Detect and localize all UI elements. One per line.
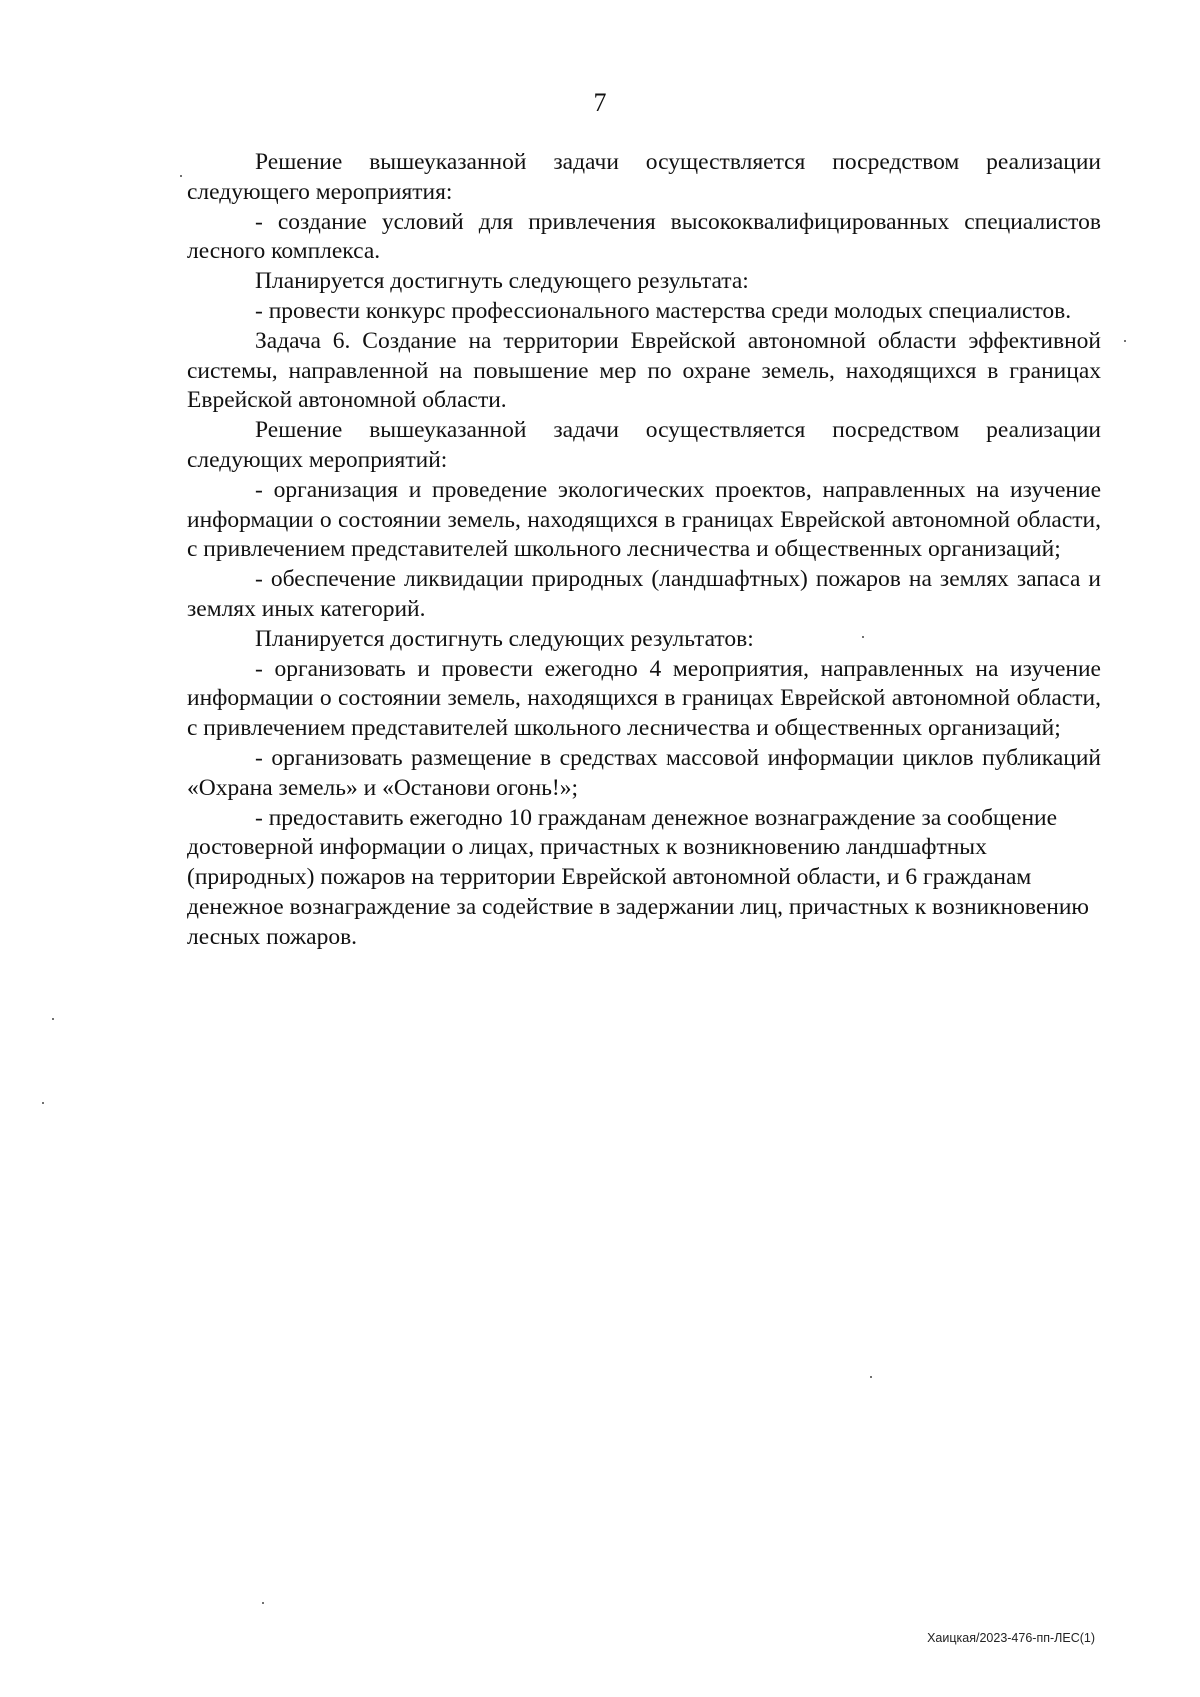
- scan-speck: [262, 1602, 264, 1604]
- paragraph-8: - обеспечение ликвидации природных (ландшафтных) пожаров на землях запаса и землях иных категорий.: [187, 566, 1101, 622]
- scan-speck: [180, 175, 182, 177]
- scan-speck: [870, 1376, 872, 1378]
- paragraph-4: - провести конкурс профессионального мастерства среди молодых специалистов.: [255, 297, 1072, 324]
- paragraph-12: - предоставить ежегодно 10 гражданам денежное вознаграждение за сообщение достоверной информации о лицах, причастных к возникновению ландшафтных (природных) пожаров на территории Еврейской автономной области, и 6 гражданам денежное вознаграждение за содействие в задержании лиц, причастных к возникновению лесных пожаров.: [187, 804, 1089, 950]
- page-number: 7: [593, 88, 607, 117]
- document-code-footer: Хаицкая/2023-476-пп-ЛЕС(1): [927, 1631, 1095, 1645]
- scan-speck: [862, 636, 864, 638]
- paragraph-3: Планируется достигнуть следующего результата:: [255, 268, 749, 295]
- paragraph-9: Планируется достигнуть следующих результатов:: [255, 625, 754, 652]
- paragraph-7: - организация и проведение экологических проектов, направленных на изучение информации о состоянии земель, находящихся в границах Еврейской автономной области, с привлечением представителей школьного лесничества и общественных организаций;: [187, 476, 1101, 563]
- body-text: [187, 148, 1101, 953]
- scan-speck: [42, 1102, 44, 1104]
- paragraph-10: - организовать и провести ежегодно 4 мероприятия, направленных на изучение информации о состоянии земель, находящихся в границах Еврейской автономной области, с привлечением представителей школьного лесничества и общественных организаций;: [187, 655, 1101, 742]
- paragraph-5: Задача 6. Создание на территории Еврейской автономной области эффективной системы, направленной на повышение мер по охране земель, находящихся в границах Еврейской автономной области.: [187, 327, 1101, 414]
- paragraph-11: - организовать размещение в средствах массовой информации циклов публикаций «Охрана земель» и «Останови огонь!»;: [187, 744, 1101, 801]
- paragraph-1: Решение вышеуказанной задачи осуществляется посредством реализации следующего мероприятия:: [187, 149, 1101, 205]
- scan-speck: [52, 1018, 54, 1020]
- paragraph-6: Решение вышеуказанной задачи осуществляется посредством реализации следующих мероприятий:: [187, 417, 1101, 473]
- paragraph-2: - создание условий для привлечения высококвалифицированных специалистов лесного комплекса.: [187, 208, 1101, 265]
- scan-speck: [1124, 340, 1126, 342]
